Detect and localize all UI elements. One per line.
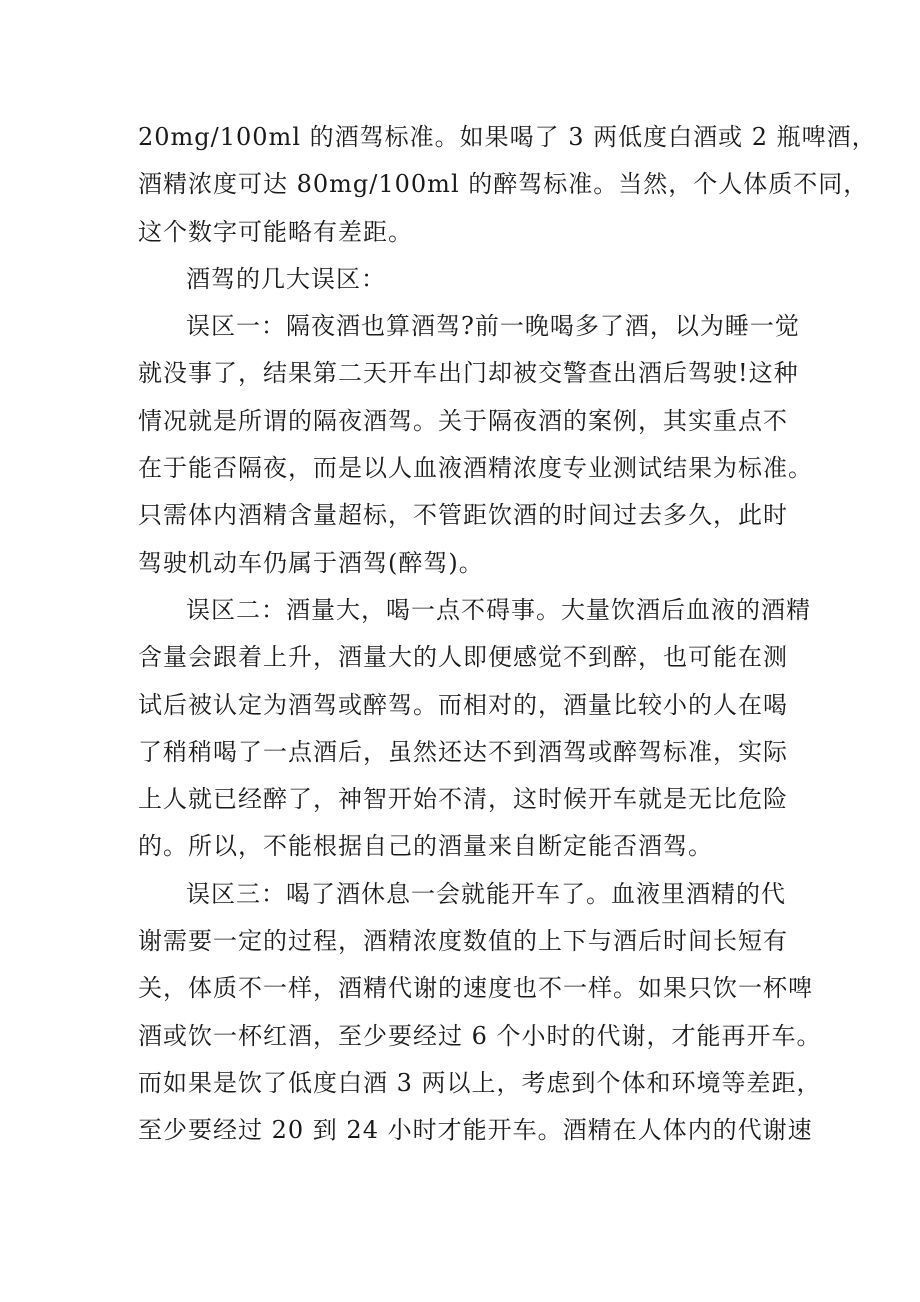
- text-line: 而如果是饮了低度白酒 3 两以上，考虑到个体和环境等差距，: [138, 1068, 822, 1097]
- text-line: 情况就是所谓的隔夜酒驾。关于隔夜酒的案例，其实重点不: [138, 406, 788, 435]
- text-line: 上人就已经醉了，神智开始不清，这时候开车就是无比危险: [138, 785, 788, 814]
- paragraph: [138, 871, 822, 1155]
- paragraph: [138, 114, 877, 256]
- text-line: 误区三：喝了酒休息一会就能开车了。血液里酒精的代: [186, 879, 786, 908]
- text-line: 试后被认定为酒驾或醉驾。而相对的，酒量比较小的人在喝: [138, 690, 788, 719]
- text-line: 误区一：隔夜酒也算酒驾?前一晚喝多了酒，以为睡一觉: [186, 312, 800, 341]
- paragraph: [138, 256, 800, 303]
- text-line: 谢需要一定的过程，酒精浓度数值的上下与酒后时间长短有: [138, 927, 788, 956]
- text-line: 在于能否隔夜，而是以人血液酒精浓度专业测试结果为标准。: [138, 454, 813, 483]
- paragraph: [138, 303, 813, 587]
- text-line: 含量会跟着上升，酒量大的人即便感觉不到醉，也可能在测: [138, 643, 788, 672]
- text-line: 就没事了，结果第二天开车出门却被交警查出酒后驾驶!这种: [138, 359, 799, 388]
- text-line: 误区二：酒量大，喝一点不碍事。大量饮酒后血液的酒精: [186, 595, 811, 624]
- text-line: 的。所以，不能根据自己的酒量来自断定能否酒驾。: [138, 832, 713, 861]
- document-body: [138, 114, 877, 1155]
- text-line: 了稍稍喝了一点酒后，虽然还达不到酒驾或醉驾标准，实际: [138, 737, 788, 766]
- text-line: 酒驾的几大误区：: [186, 264, 386, 293]
- text-line: 关，体质不一样，酒精代谢的速度也不一样。如果只饮一杯啤: [138, 974, 813, 1003]
- text-line: 这个数字可能略有差距。: [138, 217, 413, 246]
- text-line: 只需体内酒精含量超标，不管距饮酒的时间过去多久，此时: [138, 501, 788, 530]
- text-line: 驾驶机动车仍属于酒驾(醉驾)。: [138, 548, 484, 577]
- text-line: 酒精浓度可达 80mg/100ml 的醉驾标准。当然，个人体质不同，: [138, 170, 869, 199]
- paragraph: [138, 587, 811, 871]
- text-line: 酒或饮一杯红酒，至少要经过 6 个小时的代谢，才能再开车。: [138, 1021, 822, 1050]
- text-line: 至少要经过 20 到 24 小时才能开车。酒精在人体内的代谢速: [138, 1116, 813, 1145]
- text-line: 20mg/100ml 的酒驾标准。如果喝了 3 两低度白酒或 2 瓶啤酒，: [138, 123, 877, 151]
